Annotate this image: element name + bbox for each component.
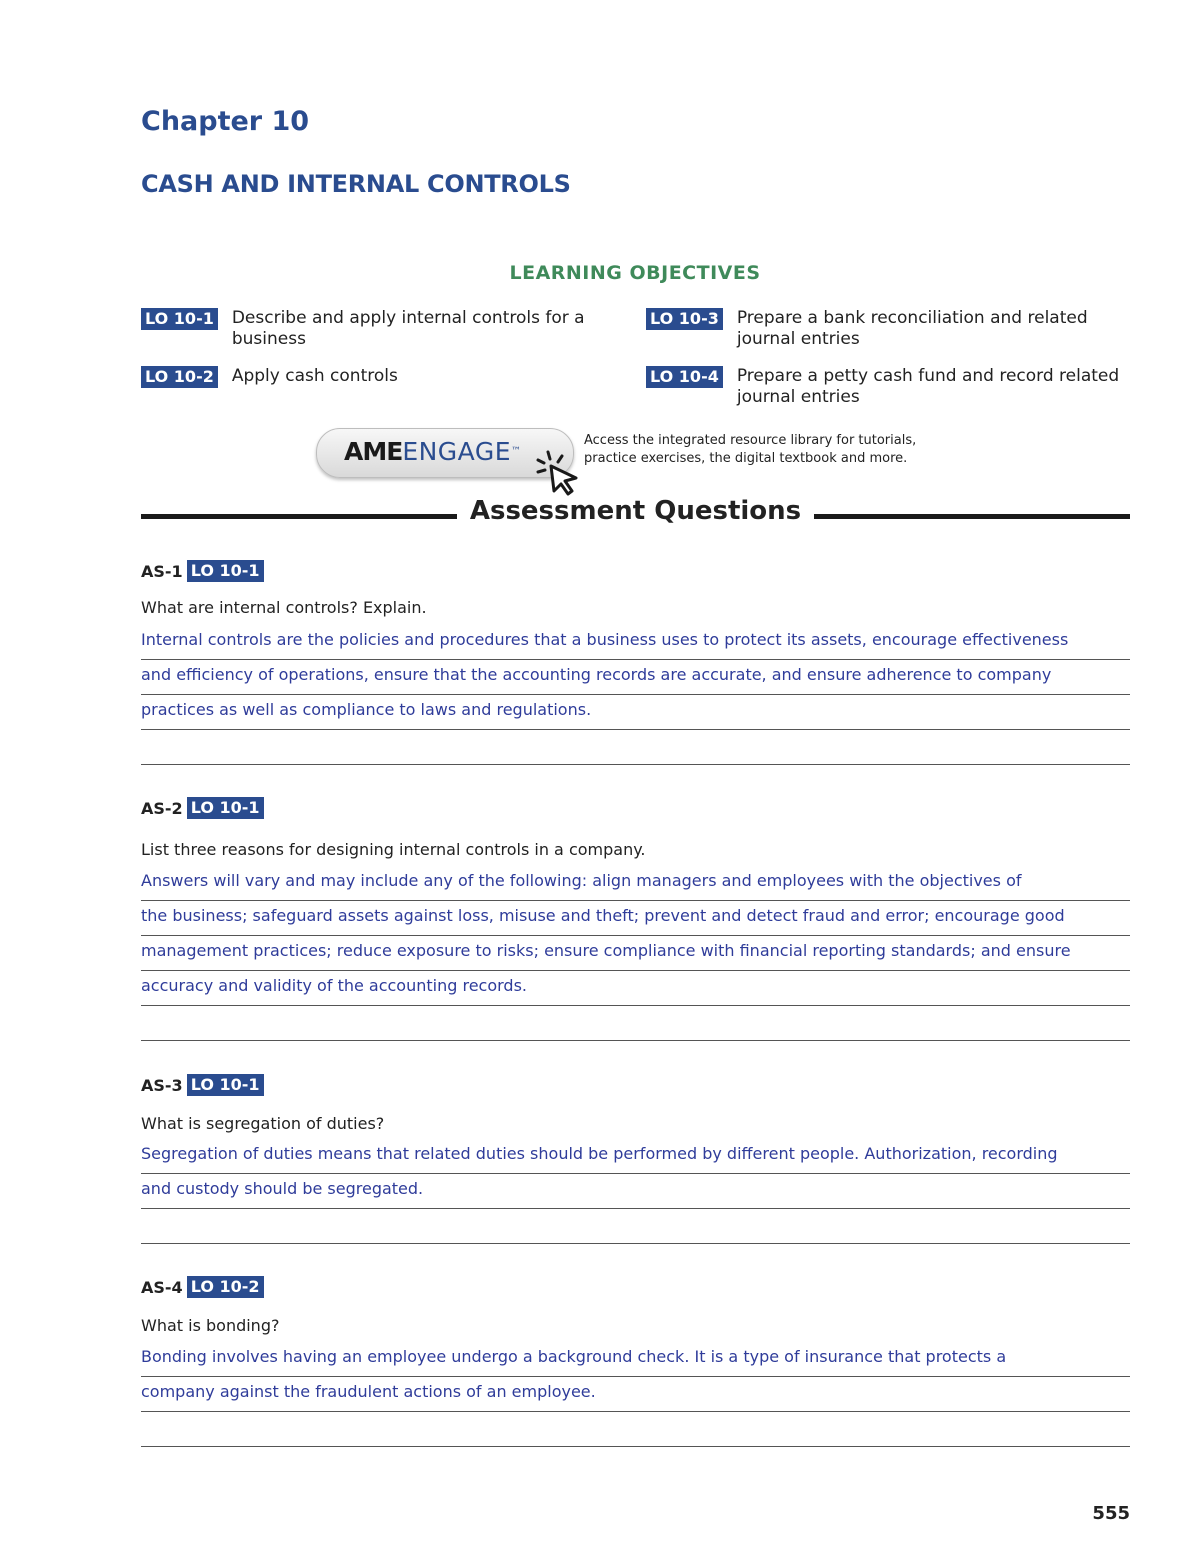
lo-text: Apply cash controls xyxy=(231,366,398,386)
answer-line: Answers will vary and may include any of the following: align managers and employees with the objectives of xyxy=(141,866,1130,901)
page-number: 555 xyxy=(1092,1503,1130,1524)
lo-badge: LO 10-1 xyxy=(187,560,264,582)
answer-line: Segregation of duties means that related duties should be performed by different people. Authorization, recording xyxy=(141,1139,1130,1174)
answer-line: and custody should be segregated. xyxy=(141,1174,1130,1209)
lo-badge: LO 10-1 xyxy=(187,797,264,819)
answer-line: company against the fraudulent actions of an employee. xyxy=(141,1377,1130,1412)
learning-objective-2 xyxy=(141,366,621,388)
lo-badge: LO 10-2 xyxy=(187,1276,264,1298)
lo-badge: LO 10-1 xyxy=(187,1074,264,1096)
question-label xyxy=(141,560,264,582)
answer-line: the business; safeguard assets against loss, misuse and theft; prevent and detect fraud and error; encourage good xyxy=(141,901,1130,936)
answer-line: Bonding involves having an employee undergo a background check. It is a type of insurance that protects a xyxy=(141,1342,1130,1377)
question-id: AS-3 xyxy=(141,1075,183,1095)
answer-line: and efficiency of operations, ensure that the accounting records are accurate, and ensure adherence to company xyxy=(141,660,1130,695)
answer-line: accuracy and validity of the accounting records. xyxy=(141,971,1130,1006)
engage-caption: Access the integrated resource library for tutorials, practice exercises, the digital textbook and more. xyxy=(584,433,917,466)
lo-text: Prepare a petty cash fund and record related journal entries xyxy=(736,366,1120,407)
engage-logo-rest: ENGAGE xyxy=(402,437,512,466)
answer-line xyxy=(141,1209,1130,1244)
answer-line: practices as well as compliance to laws and regulations. xyxy=(141,695,1130,730)
chapter-title: CASH AND INTERNAL CONTROLS xyxy=(141,170,571,198)
assessment-title: Assessment Questions xyxy=(469,496,802,526)
answer-line xyxy=(141,730,1130,765)
question-label xyxy=(141,797,264,819)
question-id: AS-2 xyxy=(141,798,183,818)
learning-objective-1 xyxy=(141,308,621,350)
answer-line xyxy=(141,1006,1130,1041)
question-label xyxy=(141,1276,264,1298)
lo-text: Prepare a bank reconciliation and related journal entries xyxy=(736,308,1088,349)
question-id: AS-1 xyxy=(141,561,183,581)
answer-line: management practices; reduce exposure to risks; ensure compliance with financial reporting standards; and ensure xyxy=(141,936,1130,971)
question-text: What are internal controls? Explain. xyxy=(141,598,427,617)
chapter-label: Chapter 10 xyxy=(141,106,310,137)
learning-objective-3 xyxy=(646,308,1130,350)
question-id: AS-4 xyxy=(141,1277,183,1297)
learning-objectives-heading: LEARNING OBJECTIVES xyxy=(509,262,761,284)
lo-text: Describe and apply internal controls for a business xyxy=(231,308,585,349)
cursor-click-icon xyxy=(534,450,584,496)
engage-logo-tm: ™ xyxy=(511,446,522,457)
ame-engage-logo[interactable] xyxy=(344,436,521,468)
question-text: List three reasons for designing internal controls in a company. xyxy=(141,840,646,859)
learning-objective-4 xyxy=(646,366,1130,408)
engage-logo-bold: AME xyxy=(344,437,403,466)
lo-badge: LO 10-4 xyxy=(646,366,723,388)
question-label xyxy=(141,1074,264,1096)
section-rule-left xyxy=(141,514,457,519)
lo-badge: LO 10-3 xyxy=(646,308,723,330)
lo-badge: LO 10-2 xyxy=(141,366,218,388)
lo-badge: LO 10-1 xyxy=(141,308,218,330)
answer-line xyxy=(141,1412,1130,1447)
answer-line: Internal controls are the policies and procedures that a business uses to protect its assets, encourage effectiveness xyxy=(141,625,1130,660)
section-rule-right xyxy=(814,514,1130,519)
question-text: What is segregation of duties? xyxy=(141,1114,385,1133)
question-text: What is bonding? xyxy=(141,1316,280,1335)
